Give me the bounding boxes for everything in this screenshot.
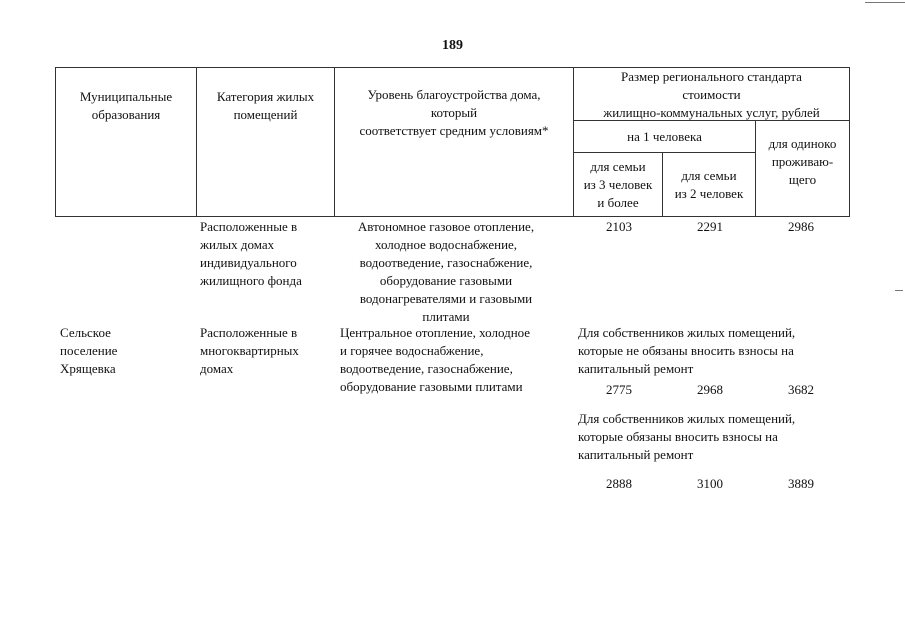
scan-edge-mark xyxy=(865,2,905,3)
header-standard: Размер регионального стандарта стоимости жилищно-коммунальных услуг, рублей xyxy=(603,69,820,120)
row-2-note-not-obliged: Для собственников жилых помещений, которые не обязаны вносить взносы на капитальный ремонт xyxy=(578,325,796,376)
row-2-note-obliged: Для собственников жилых помещений, которые обязаны вносить взносы на капитальный ремонт xyxy=(578,411,796,462)
row-2-value1-family-3: 2775 xyxy=(606,382,632,397)
header-level: Уровень благоустройства дома, который соответствует средним условиям* xyxy=(359,87,549,138)
header-category: Категория жилых помещений xyxy=(216,89,315,122)
municipality-name: Сельское поселение Хрящевка xyxy=(60,325,118,376)
scan-edge-mark xyxy=(895,290,903,291)
page-number: 189 xyxy=(442,38,463,53)
row-1-category: Расположенные в жилых домах индивидуального жилищного фонда xyxy=(200,219,302,288)
header-single: для одиноко проживаю- щего xyxy=(768,136,837,187)
row-1-value-family-2: 2291 xyxy=(697,219,723,234)
row-2-value1-single: 3682 xyxy=(788,382,814,397)
row-2-value2-family-2: 3100 xyxy=(697,476,723,491)
row-2-value2-family-3: 2888 xyxy=(606,476,632,491)
row-1-value-single: 2986 xyxy=(788,219,814,234)
header-family-3: для семьи из 3 человек и более xyxy=(583,159,653,210)
header-per-person: на 1 человека xyxy=(627,129,702,144)
row-2-value1-family-2: 2968 xyxy=(697,382,723,397)
row-2-value2-single: 3889 xyxy=(788,476,814,491)
row-1-value-family-3: 2103 xyxy=(606,219,632,234)
row-2-level: Центральное отопление, холодное и горячее водоснабжение, водоотведение, газоснабжение, оборудование газовыми плитами xyxy=(340,325,531,394)
header-municipal: Муниципальные образования xyxy=(79,89,173,122)
header-family-2: для семьи из 2 человек xyxy=(674,168,744,201)
row-2-category: Расположенные в многоквартирных домах xyxy=(200,325,299,376)
row-1-level: Автономное газовое отопление, холодное водоснабжение, водоотведение, газоснабжение, оборудование газовыми водонагревателями и газовыми плитами xyxy=(357,219,535,324)
